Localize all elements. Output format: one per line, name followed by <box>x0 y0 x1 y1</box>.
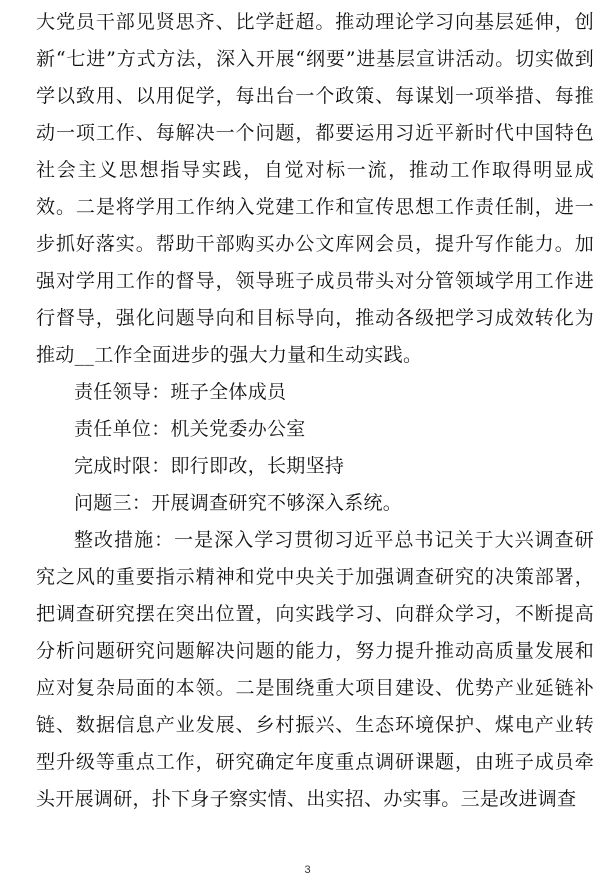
paragraph-deadline: 完成时限：即行即改，长期坚持 <box>74 455 345 477</box>
paragraph-responsible-unit: 责任单位：机关党委办公室 <box>74 418 306 440</box>
document-body <box>36 4 594 818</box>
paragraph-responsible-leader: 责任领导：班子全体成员 <box>74 381 287 403</box>
paragraph-issue-three: 问题三：开展调查研究不够深入系统。 <box>74 492 403 514</box>
paragraph-continuation: 大党员干部见贤思齐、比学赶超。推动理论学习向基层延伸，创新“七进”方式方法，深入开展“纲要”进基层宣讲活动。切实做到学以致用、以用促学，每出台一个政策、每谋划一项举措、每推动一项工作、每解决一个问题，都要运用习近平新时代中国特色社会主义思想指导实践，自觉对标一流，推动工作取得明显成效。二是将学用工作纳入党建工作和宣传思想工作责任制，进一步抓好落实。帮助干部购买办公文库网会员，提升写作能力。加强对学用工作的督导，领导班子成员带头对分管领域学用工作进行督导，强化问题导向和目标导向，推动各级把学习成效转化为推动__工作全面进步的强大力量和生动实践。 <box>36 11 594 366</box>
page-number: 3 <box>304 864 311 876</box>
paragraph-rectification-measures: 整改措施：一是深入学习贯彻习近平总书记关于大兴调查研究之风的重要指示精神和党中央关于加强调查研究的决策部署，把调查研究摆在突出位置，向实践学习、向群众学习，不断提高分析问题研究问题解决问题的能力，努力提升推动高质量发展和应对复杂局面的本领。二是围绕重大项目建设、优势产业延链补链、数据信息产业发展、乡村振兴、生态环境保护、煤电产业转型升级等重点工作，研究确定年度重点调研课题，由班子成员牵头开展调研，扑下身子察实情、出实招、办实事。三是改进调查 <box>36 529 594 810</box>
